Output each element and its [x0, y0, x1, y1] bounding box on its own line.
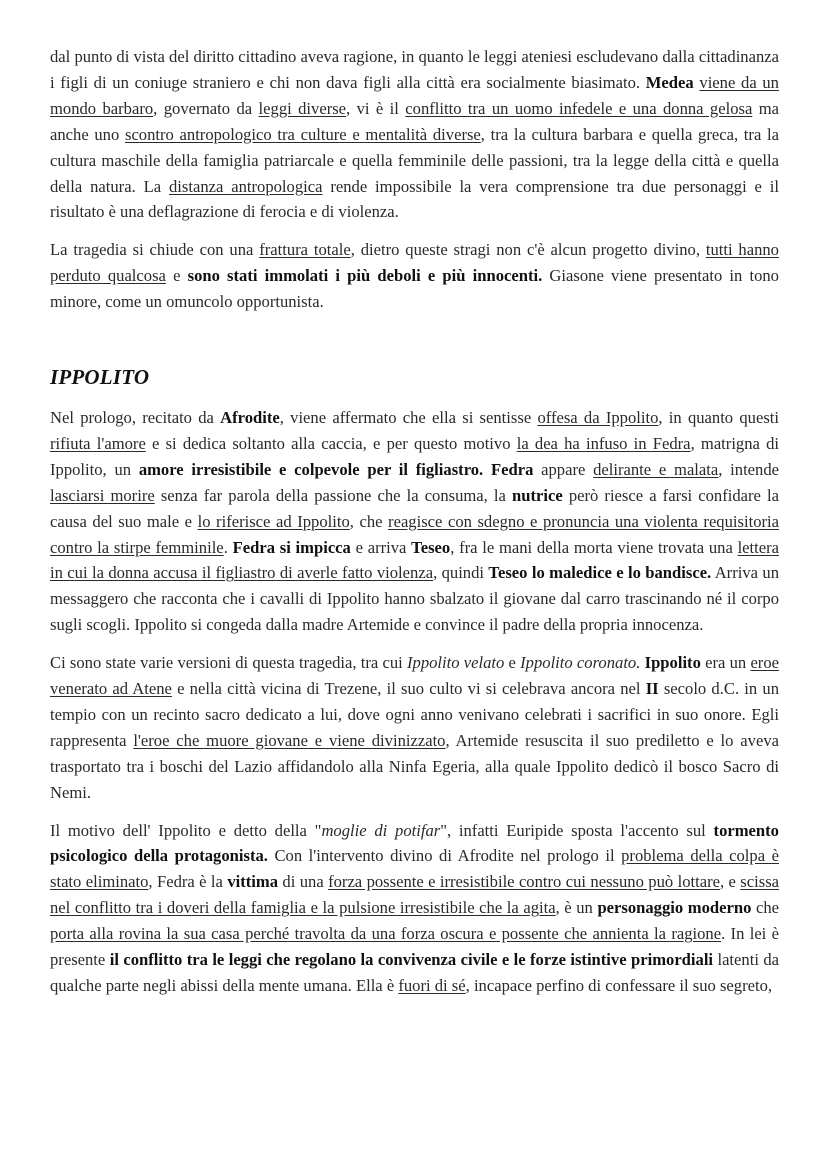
underlined-text: delirante e malata	[593, 459, 719, 479]
bold-text: II	[645, 679, 659, 699]
underlined-text: frattura totale	[259, 240, 351, 260]
paragraph-medea-conclusion: dal punto di vista del diritto cittadino aveva ragione, in quanto le leggi ateniesi escludevano dalla cittadinanza i figli di un coniuge straniero e chi non dava figli alla città era socialmente biasimato. Medea viene da un mondo barbaro, governato da leggi diverse, vi è il conflitto tra un uomo infedele e una donna gelosa ma anche uno scontro antropologico tra culture e mentalità diverse, tra la cultura barbara e quella greca, tra la cultura maschile della famiglia patriarcale e quella femminile delle passioni, tra la legge della città e quella della natura. La distanza antropologica rende impossibile la vera comprensione tra due personaggi e il risultato è una deflagrazione di ferocia e di violenza.	[50, 47, 780, 222]
section-heading-ippolito: IPPOLITO	[50, 365, 150, 390]
underlined-text: lasciarsi morire	[50, 485, 155, 505]
underlined-text: eroe venerato ad Atene	[50, 653, 779, 699]
bold-text: Ippolito	[644, 653, 701, 673]
underlined-text: forza possente e irresistibile contro cui nessuno può lottare	[328, 872, 720, 892]
underlined-text: fuori di sé	[398, 976, 466, 995]
bold-text: nutrice	[512, 485, 563, 505]
bold-text: Fedra	[490, 459, 534, 479]
paragraph-tragedy-ending: La tragedia si chiude con una frattura totale, dietro queste stragi non c'è alcun progetto divino, tutti hanno perduto qualcosa e sono stati immolati i più deboli e più innocenti. Giasone viene presentato in tono minore, come un omuncolo opportunista.	[50, 240, 779, 312]
italic-text: moglie di potifar	[321, 820, 441, 840]
paragraph-ippolito-motive: Il motivo dell' Ippolito e detto della "moglie di potifar", infatti Euripide sposta l'accento sul tormento psicologico della protagonista. Con l'intervento divino di Afrodite nel prologo il problema della colpa è stato eliminato, Fedra è la vittima di una forza possente e irresistibile contro cui nessuno può lottare, e scissa nel conflitto tra i doveri della famiglia e la pulsione irresistibile che la agita, è un personaggio moderno che porta alla rovina la sua casa perché travolta da una forza oscura e possente che annienta la ragione. In lei è presente il conflitto tra le leggi che regolano la convivenza civile e le forze istintive primordiali latenti da qualche parte negli abissi della mente umana. Ella è fuori di sé, incapace perfino di confessare il suo segreto,	[50, 820, 780, 995]
bold-text: personaggio moderno	[597, 898, 752, 918]
underlined-text: la dea ha infuso in Fedra	[516, 433, 691, 453]
underlined-text: viene da un mondo barbaro	[50, 72, 779, 118]
underlined-text: lo riferisce ad Ippolito	[197, 511, 350, 531]
document-page	[50, 44, 779, 1011]
bold-text: il conflitto tra le leggi che regolano la convivenza civile e le forze istintive primordiali	[109, 950, 714, 970]
paragraph-ippolito-versions: Ci sono state varie versioni di questa tragedia, tra cui Ippolito velato e Ippolito coronato. Ippolito era un eroe venerato ad Atene e nella città vicina di Trezene, il suo culto vi si celebrava ancora nel II secolo d.C. in un tempio con un recinto sacro dedicato a lui, dove ogni anno venivano celebrati i sacrifici in suo onore. Egli rappresenta l'eroe che muore giovane e viene divinizzato, Artemide resuscita il suo prediletto e lo aveva trasportato tra i boschi del Lazio affidandolo alla Ninfa Egeria, alla quale Ippolito dedicò il bosco Sacro di Nemi.	[50, 653, 780, 802]
bold-text: Medea	[645, 72, 694, 92]
underlined-text: tutti hanno perduto qualcosa	[50, 240, 779, 286]
bold-text: sono stati immolati i più deboli e più innocenti.	[187, 266, 543, 286]
bold-text: amore irresistibile e colpevole per il figliastro.	[138, 459, 484, 479]
underlined-text: offesa da Ippolito	[537, 407, 659, 427]
underlined-text: leggi diverse	[258, 98, 347, 118]
italic-text: Ippolito coronato.	[520, 653, 641, 673]
underlined-text: conflitto tra un uomo infedele e una donna gelosa	[405, 98, 753, 118]
bold-text: Teseo lo maledice e lo bandisce.	[488, 563, 712, 583]
bold-text: Afrodite	[220, 407, 280, 427]
bold-text: Teseo	[411, 537, 451, 557]
italic-text: Ippolito velato	[407, 653, 505, 673]
bold-text: vittima	[227, 872, 279, 892]
underlined-text: scissa nel conflitto tra i doveri della famiglia e la pulsione irresistibile che la agita	[50, 872, 780, 918]
underlined-text: lettera in cui la donna accusa il figliastro di averle fatto violenza	[50, 537, 780, 583]
underlined-text: distanza antropologica	[168, 176, 323, 196]
underlined-text: porta alla rovina la sua casa perché travolta da una forza oscura e possente che annienta la ragione	[50, 924, 722, 944]
bold-text: tormento psicologico della protagonista.	[50, 820, 779, 866]
bold-text: Fedra si impicca	[232, 537, 351, 557]
underlined-text: reagisce con sdegno e pronuncia una violenta requisitoria contro la stirpe femminile	[50, 511, 779, 557]
underlined-text: rifiuta l'amore	[50, 433, 146, 453]
underlined-text: problema della colpa è stato eliminato	[50, 846, 779, 892]
underlined-text: scontro antropologico tra culture e mentalità diverse	[124, 124, 481, 144]
underlined-text: l'eroe che muore giovane e viene divinizzato	[133, 730, 446, 750]
paragraph-ippolito-plot: Nel prologo, recitato da Afrodite, viene affermato che ella si sentisse offesa da Ippolito, in quanto questi rifiuta l'amore e si dedica soltanto alla caccia, e per questo motivo la dea ha infuso in Fedra, matrigna di Ippolito, un amore irresistibile e colpevole per il figliastro. Fedra appare delirante e malata, intende lasciarsi morire senza far parola della passione che la consuma, la nutrice però riesce a farsi confidare la causa del suo male e lo riferisce ad Ippolito, che reagisce con sdegno e pronuncia una violenta requisitoria contro la stirpe femminile. Fedra si impicca e arriva Teseo, fra le mani della morta viene trovata una lettera in cui la donna accusa il figliastro di averle fatto violenza, quindi Teseo lo maledice e lo bandisce. Arriva un messaggero che racconta che i cavalli di Ippolito hanno sbalzato il giovane dal carro trascinando né il corpo sugli scogli. Ippolito si congeda dalla madre Artemide e convince il padre della propria innocenza.	[50, 407, 780, 635]
